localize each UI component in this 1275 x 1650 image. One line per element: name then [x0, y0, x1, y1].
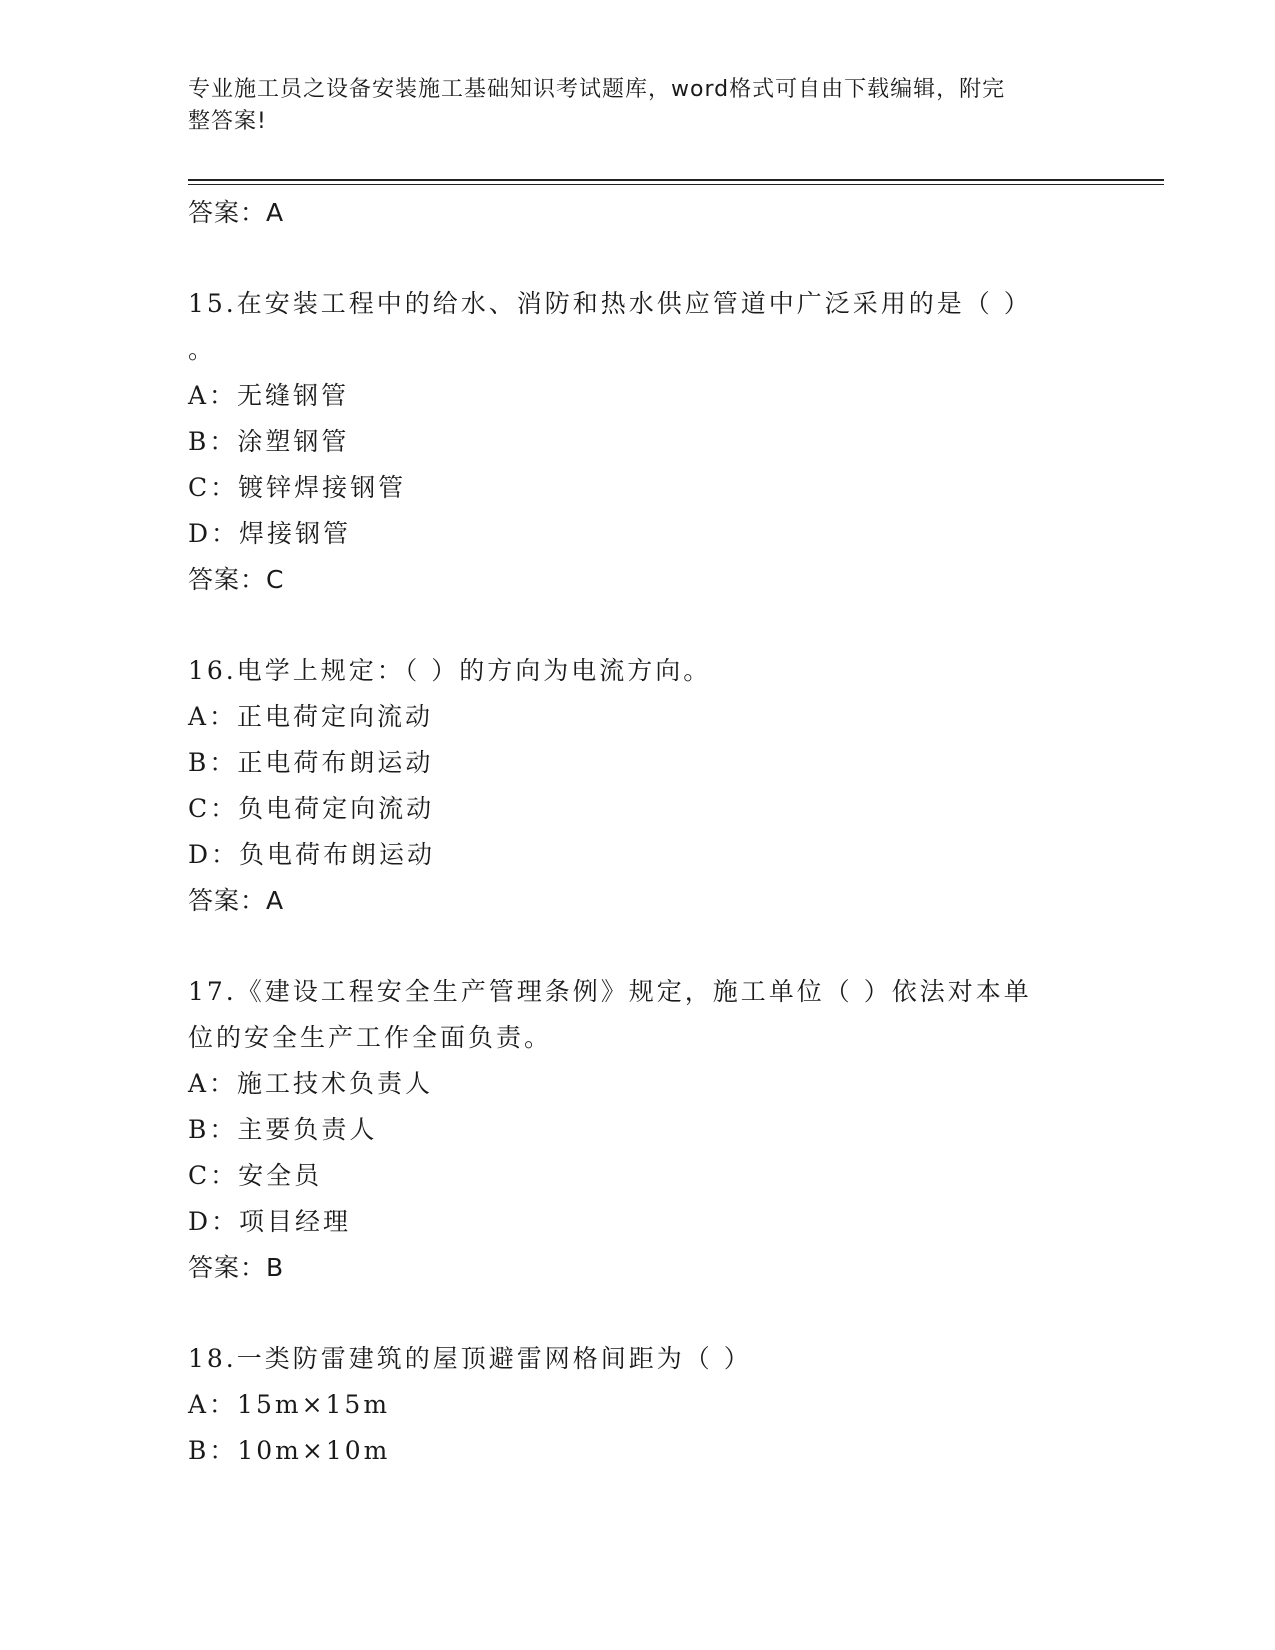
question-stem-continued: 。: [188, 335, 217, 364]
question-list: [188, 190, 1088, 1474]
question-stem: 15.在安装工程中的给水、消防和热水供应管道中广泛采用的是（ ）: [188, 289, 1032, 318]
option-a: A：无缝钢管: [188, 381, 350, 410]
question-stem: 18.一类防雷建筑的屋顶避雷网格间距为（ ）: [188, 1344, 752, 1373]
question-stem: 17.《建设工程安全生产管理条例》规定，施工单位（ ）依法对本单: [188, 977, 1032, 1006]
option-a: A：正电荷定向流动: [188, 702, 434, 731]
document-header: [188, 74, 1068, 138]
option-b: B：10m×10m: [188, 1436, 391, 1465]
option-a: A：施工技术负责人: [188, 1069, 434, 1098]
answer: 答案：A: [188, 886, 285, 915]
option-b: B：主要负责人: [188, 1115, 378, 1144]
question-15: [188, 281, 1088, 603]
previous-answer: 答案：A: [188, 198, 285, 227]
question-stem: 16.电学上规定：（ ）的方向为电流方向。: [188, 656, 712, 685]
option-b: B：涂塑钢管: [188, 427, 350, 456]
option-c: C：安全员: [188, 1161, 323, 1190]
option-d: D：负电荷布朗运动: [188, 840, 436, 869]
answer: 答案：B: [188, 1253, 285, 1282]
option-c: C：镀锌焊接钢管: [188, 473, 407, 502]
option-b: B：正电荷布朗运动: [188, 748, 434, 777]
question-16: [188, 648, 1088, 924]
header-divider-thin: [188, 184, 1164, 185]
question-17: [188, 969, 1088, 1291]
header-divider-thick: [188, 179, 1164, 181]
option-c: C：负电荷定向流动: [188, 794, 435, 823]
question-stem-continued: 位的安全生产工作全面负责。: [188, 1023, 553, 1052]
header-line-1: 专业施工员之设备安装施工基础知识考试题库，word格式可自由下载编辑，附完: [188, 77, 1006, 102]
option-d: D：焊接钢管: [188, 519, 352, 548]
answer: 答案：C: [188, 565, 285, 594]
header-line-2: 整答案!: [188, 109, 267, 134]
option-d: D：项目经理: [188, 1207, 352, 1236]
question-18: [188, 1336, 1088, 1474]
option-a: A：15m×15m: [188, 1390, 391, 1419]
